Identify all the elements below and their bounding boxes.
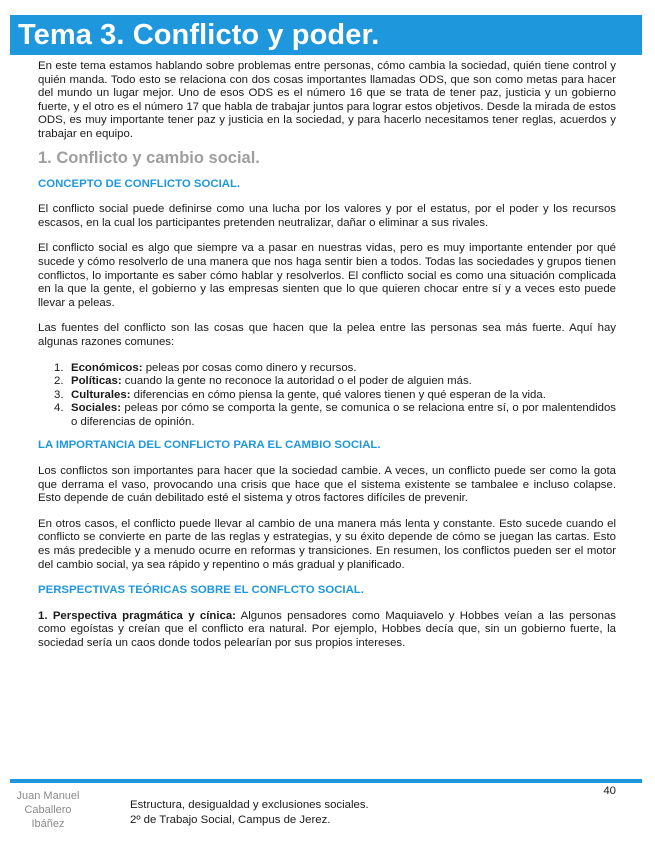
title-banner xyxy=(10,15,642,55)
importance-paragraph-2: En otros casos, el conflicto puede llevar al cambio de una manera más lenta y constante. Esto sucede cuando el conflicto se convierte en parte de las reglas y estrategias, y su éxito depende de cómo se juegan las cartas. Esto es más predecible y a menudo ocurre en reformas y transiciones. En resumen, los conflictos pueden ser el motor del cambio social, ya sea rápido y repentino o más gradual y planificado. xyxy=(38,517,616,571)
page-title: Tema 3. Conflicto y poder. xyxy=(18,19,380,51)
list-item: 4. Sociales: peleas por cómo se comporta la gente, se comunica o se relaciona entre sí, o por malentendidos o diferencias de opinión. xyxy=(54,402,616,428)
document-body xyxy=(38,60,616,651)
conflict-sources-list xyxy=(38,362,616,430)
list-item: 3. Culturales: diferencias en cómo piensa la gente, qué valores tienen y qué esperan de la vida. xyxy=(54,388,546,401)
subsection-heading-importance: LA IMPORTANCIA DEL CONFLICTO PARA EL CAMBIO SOCIAL. xyxy=(38,439,381,452)
list-item: 2. Políticas: cuando la gente no reconoce la autoridad o el poder de alguien más. xyxy=(54,375,472,388)
importance-paragraph-1: Los conflictos son importantes para hacer que la sociedad cambie. A veces, un conflicto puede ser como la gota que derrama el vaso, provocando una crisis que hace que el sistema existente se tambalee e incluso colapse. Esto depende de cuán debilitado esté el sistema y otros factores difíciles de prevenir. xyxy=(38,465,616,505)
footer-course: Estructura, desigualdad y exclusiones sociales. 2º de Trabajo Social, Campus de Jerez. xyxy=(130,799,369,826)
list-item: 1. Económicos: peleas por cosas como dinero y recursos. xyxy=(54,361,357,374)
intro-paragraph: En este tema estamos hablando sobre problemas entre personas, cómo cambia la sociedad, quién tiene control y quién manda. Todo esto se relaciona con dos cosas importantes llamadas ODS, que son como metas para hacer del mundo un lugar mejor. Uno de esos ODS es el número 16 que se trata de tener paz, justicia y un gobierno fuerte, y el otro es el número 17 que habla de trabajar juntos para lograr estos objetivos. Desde la mirada de estos ODS, es muy importante tener paz y justicia en la sociedad, y para hacerlo necesitamos tener reglas, acuerdos y trabajar en equipo. xyxy=(38,60,616,140)
concept-paragraph-3: Las fuentes del conflicto son las cosas que hacen que la pelea entre las personas sea más fuerte. Aquí hay algunas razones comunes: xyxy=(38,322,616,348)
page-number: 40 xyxy=(603,785,616,797)
perspective-paragraph: 1. Perspectiva pragmática y cínica: Algunos pensadores como Maquiavelo y Hobbes veían a las personas como egoístas y creían que el conflicto era natural. Por ejemplo, Hobbes decía que, sin un gobierno fuerte, la sociedad sería un caos donde todos pelearían por sus propios intereses. xyxy=(38,609,616,649)
footer-author: Juan Manuel Caballero Ibáñez xyxy=(16,790,80,830)
footer-divider xyxy=(10,779,642,783)
subsection-heading-perspectives: PERSPECTIVAS TEÓRICAS SOBRE EL CONFLCTO SOCIAL. xyxy=(38,584,364,597)
section-title: 1. Conflicto y cambio social. xyxy=(38,148,260,167)
concept-paragraph-2: El conflicto social es algo que siempre va a pasar en nuestras vidas, pero es muy importante entender por qué sucede y cómo resolverlo de una manera que nos haga sentir bien a todos. Todas las sociedades y grupos tienen conflictos, lo importante es saber cómo hablar y resolverlos. El conflicto social es como una situación complicada en la que la gente, el gobierno y las empresas sienten que lo que quieren chocar entre sí y a veces esto puede llevar a peleas. xyxy=(38,242,616,309)
concept-paragraph-1: El conflicto social puede definirse como una lucha por los valores y por el estatus, por el poder y los recursos escasos, en la cual los participantes pretenden neutralizar, dañar o eliminar a sus rivales. xyxy=(38,203,616,229)
subsection-heading-concept: CONCEPTO DE CONFLICTO SOCIAL. xyxy=(38,177,241,190)
